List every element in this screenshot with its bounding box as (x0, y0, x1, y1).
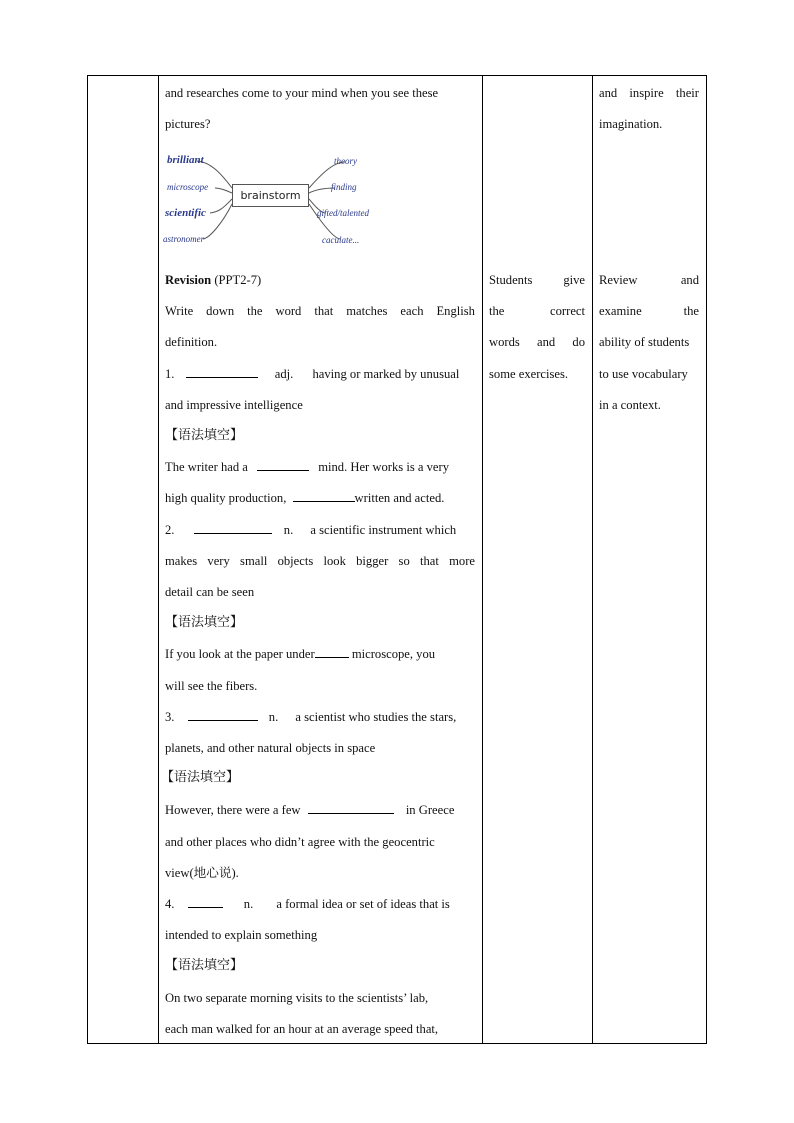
purpose-line: imagination. (599, 117, 663, 131)
definition: a scientist who studies the stars, (295, 710, 457, 724)
question-number: 2. (165, 523, 175, 537)
answer-blank[interactable] (186, 366, 258, 378)
word: that (419, 554, 439, 568)
word: look (323, 554, 346, 568)
definition (165, 553, 475, 569)
answer-blank[interactable] (257, 459, 309, 471)
word: Review (599, 273, 638, 287)
intro-line: pictures? (165, 117, 211, 131)
revision-ref: (PPT2-7) (211, 273, 262, 287)
column-content (158, 76, 482, 1043)
text: mind. Her works is a very (318, 460, 449, 474)
word: English (436, 304, 475, 318)
example-sentence (165, 459, 475, 475)
text: If you look at the paper under (165, 647, 315, 661)
part-of-speech: adj. (274, 367, 294, 381)
brainstorm-mind-map (165, 150, 387, 248)
example-sentence (165, 490, 475, 506)
word: that (314, 304, 334, 318)
definition: detail can be seen (165, 585, 255, 599)
part-of-speech: n. (268, 710, 279, 724)
example-sentence: will see the fibers. (165, 679, 258, 693)
text: microscope, you (348, 647, 436, 661)
purpose-line: ability of students (599, 335, 690, 349)
text: The writer had a (165, 460, 248, 474)
mind-map-center: brainstorm (232, 184, 309, 207)
question-number: 1. (165, 367, 175, 381)
column-student-activity (482, 76, 592, 1043)
definition: a scientific instrument which (310, 523, 457, 537)
column-stage (88, 76, 158, 1043)
answer-blank[interactable] (293, 490, 355, 502)
example-sentence: and other places who didn’t agree with the geocentric (165, 835, 435, 849)
answer-blank[interactable] (188, 709, 258, 721)
mind-map-word: finding (331, 182, 357, 192)
word: down (206, 304, 235, 318)
word: each (400, 304, 424, 318)
revision-label: Revision (165, 273, 212, 287)
word: small (240, 554, 268, 568)
part-of-speech: n. (243, 897, 254, 911)
word: inspire (629, 86, 664, 100)
grammar-label: 【语法填空】 (165, 615, 244, 630)
example-sentence: view(地心说). (165, 866, 239, 880)
definition: planets, and other natural objects in space (165, 741, 376, 755)
answer-blank[interactable] (315, 646, 349, 658)
word: the (489, 304, 505, 318)
answer-blank[interactable] (308, 802, 394, 814)
instruction-line: definition. (165, 335, 218, 349)
word: makes (165, 554, 198, 568)
word: correct (550, 304, 585, 318)
example-sentence (165, 802, 475, 818)
purpose-line (599, 272, 699, 288)
revision-heading (165, 272, 475, 288)
question-number: 4. (165, 897, 175, 911)
purpose-line (599, 303, 699, 319)
mind-map-word: theory (334, 156, 357, 166)
example-sentence: On two separate morning visits to the scientists’ lab, (165, 991, 429, 1005)
question-2 (165, 522, 475, 538)
question-3 (165, 709, 475, 725)
activity-line: some exercises. (489, 367, 569, 381)
instruction-line (165, 303, 475, 319)
purpose-line (599, 85, 699, 101)
word: and (680, 273, 699, 287)
grammar-label: 【语法填空】 (161, 770, 240, 785)
activity-line (489, 272, 585, 288)
definition: intended to explain something (165, 928, 318, 942)
intro-line: and researches come to your mind when you see these (165, 86, 439, 100)
word: Write (165, 304, 194, 318)
answer-blank[interactable] (194, 522, 272, 534)
text: However, there were a few (165, 803, 301, 817)
word: the (683, 304, 699, 318)
mind-map-word: brilliant (167, 154, 204, 166)
activity-line (489, 303, 585, 319)
purpose-line: in a context. (599, 398, 661, 412)
question-1 (165, 366, 475, 382)
word: words (489, 335, 520, 349)
example-sentence: each man walked for an hour at an average speed that, (165, 1022, 439, 1036)
question-number: 3. (165, 710, 175, 724)
definition: having or marked by unusual (312, 367, 460, 381)
word: examine (599, 304, 642, 318)
mind-map-word: scientific (165, 207, 206, 219)
question-4 (165, 896, 475, 912)
answer-blank[interactable] (188, 896, 223, 908)
definition: a formal idea or set of ideas that is (276, 897, 450, 911)
lesson-plan-table (87, 75, 707, 1044)
word: and (599, 86, 618, 100)
mind-map-word: gifted/talented (317, 208, 369, 218)
column-purpose (592, 76, 706, 1043)
part-of-speech: n. (283, 523, 294, 537)
word: the (247, 304, 263, 318)
mind-map-word: astronomer (163, 234, 205, 244)
activity-line (489, 334, 585, 350)
word: objects (277, 554, 314, 568)
text: written and acted. (354, 491, 445, 505)
mind-map-word: microscope (167, 182, 209, 192)
word: do (572, 335, 585, 349)
mind-map-word: caculate... (322, 235, 360, 245)
word: Students (489, 273, 533, 287)
example-sentence (165, 646, 475, 662)
word: word (275, 304, 302, 318)
grammar-label: 【语法填空】 (165, 958, 244, 973)
text: in Greece (405, 803, 455, 817)
word: very (207, 554, 230, 568)
word: so (398, 554, 410, 568)
definition: and impressive intelligence (165, 398, 303, 412)
word: matches (346, 304, 388, 318)
word: more (449, 554, 475, 568)
purpose-line: to use vocabulary (599, 367, 688, 381)
grammar-label: 【语法填空】 (165, 428, 244, 443)
word: bigger (356, 554, 389, 568)
text: high quality production, (165, 491, 287, 505)
word: their (675, 86, 699, 100)
word: and (537, 335, 556, 349)
word: give (563, 273, 585, 287)
